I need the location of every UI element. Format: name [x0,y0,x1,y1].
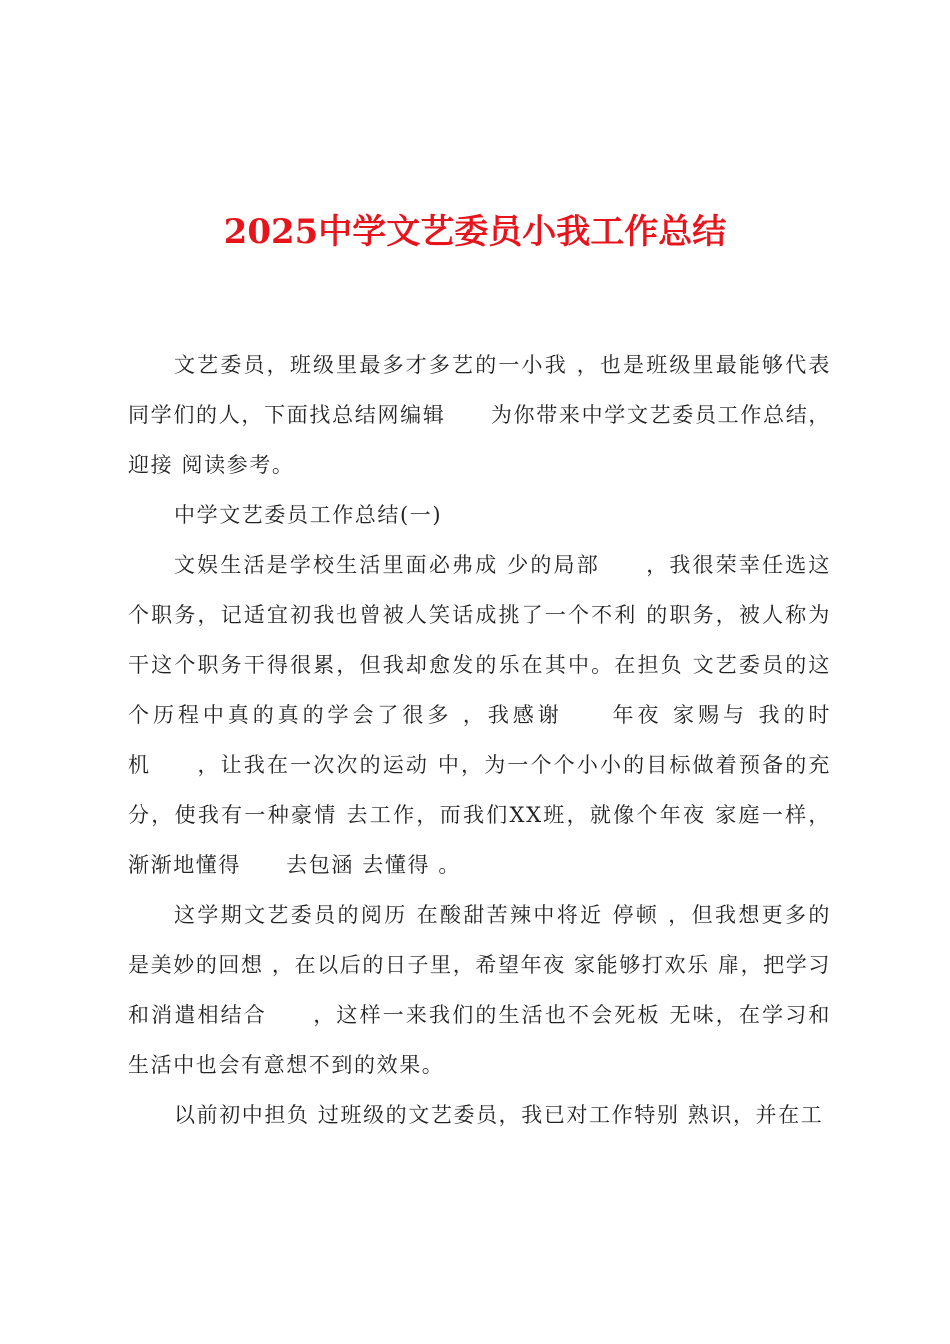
document-title: 2025中学文艺委员小我工作总结 [223,212,727,252]
paragraph-body: 以前初中担负 过班级的文艺委员，我已对工作特别 熟识，并在工 [174,1103,824,1127]
document-body [128,340,831,1140]
paragraph-body: 这学期文艺委员的阅历 在酸甜苦辣中将近 停顿 ，但我想更多的是美妙的回想 ，在以后的日子里，希望年夜 家能够打欢乐 扉，把学习和消遣相结合 ，这样一来我们的生活也不会死板 无味，在学习和生活中也会有意想不到的效果。 [128,903,831,1077]
paragraph-intro: 文艺委员，班级里最多才多艺的一小我 ，也是班级里最能够代表同学们的人，下面找总结网编辑 为你带来中学文艺委员工作总结，迎接 阅读参考。 [128,353,831,477]
section-heading: 中学文艺委员工作总结(一) [174,503,443,527]
paragraph-body: 文娱生活是学校生活里面必弗成 少的局部 ，我很荣幸任选这个职务，记适宜初我也曾被人笑话成挑了一个不利 的职务，被人称为干这个职务干得很累，但我却愈发的乐在其中。在担负 文艺委员的这个历程中真的真的学会了很多 ，我感谢 年夜 家赐与 我的时机 ，让我在一次次的运动 中，为一个个小小的目标做着预备的充分，使我有一种豪情 去工作，而我们XX班，就像个年夜 家庭一样，渐渐地懂得 去包涵 去懂得 。 [128,553,831,877]
